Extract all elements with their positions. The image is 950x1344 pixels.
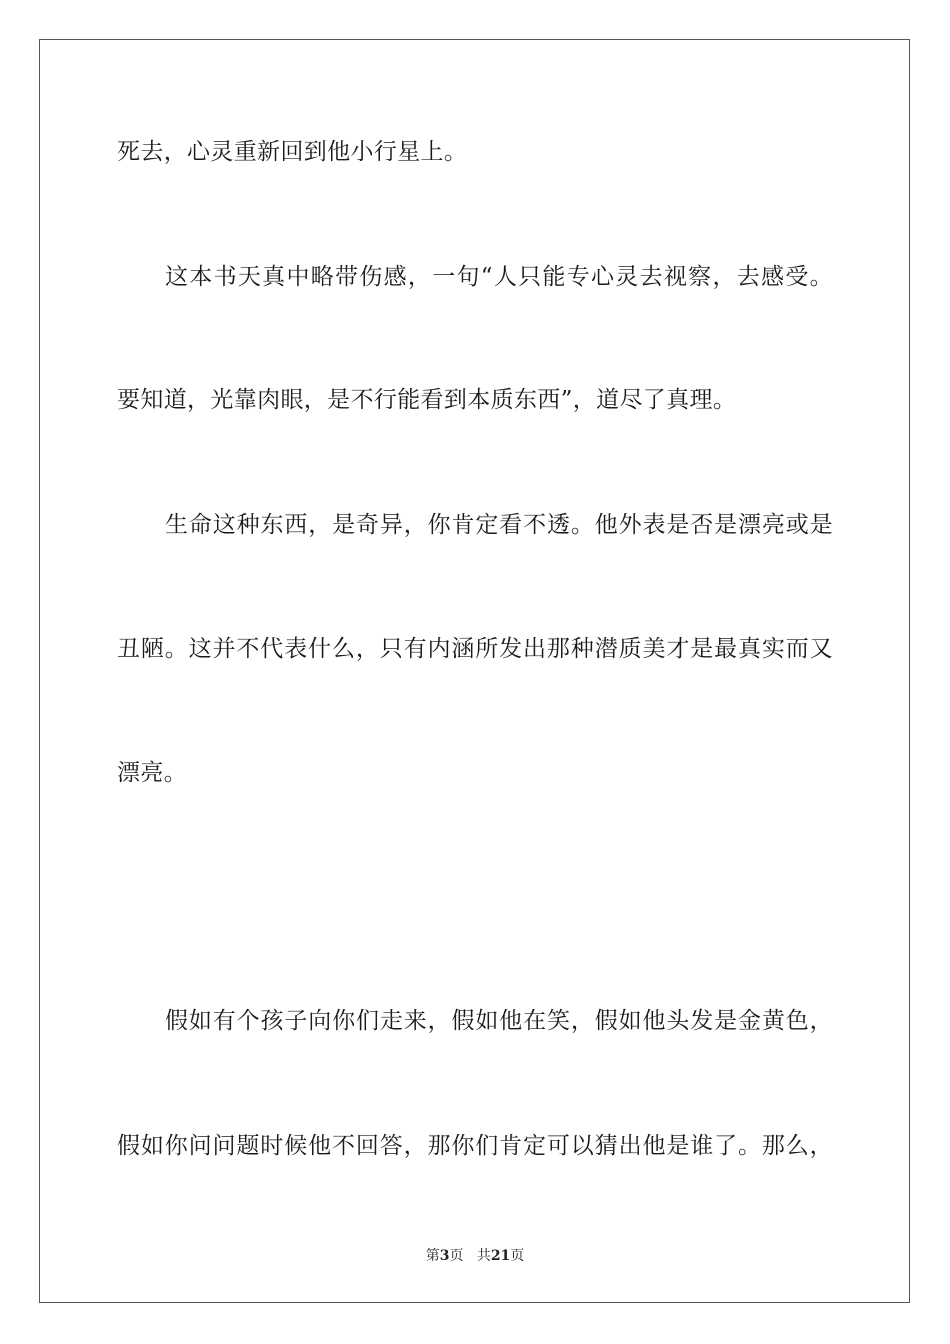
total-pages: 21: [490, 1248, 511, 1264]
page-number: 3: [439, 1248, 450, 1264]
total-prefix: 共: [476, 1248, 491, 1264]
page-border: [39, 39, 910, 1303]
paragraph-line: 漂亮。: [117, 760, 188, 786]
page-suffix: 页: [449, 1248, 464, 1264]
paragraph-line: 生命这种东西，是奇异，你肯定看不透。他外表是否是漂亮或是: [165, 512, 833, 538]
paragraph-line: 要知道，光靠肉眼，是不行能看到本质东西”，道尽了真理。: [117, 387, 737, 413]
paragraph-line: 丑陋。这并不代表什么，只有内涵所发出那种潜质美才是最真实而又: [117, 636, 833, 662]
paragraph-line: 死去，心灵重新回到他小行星上。: [117, 139, 468, 165]
paragraph-line: 假如有个孩子向你们走来，假如他在笑，假如他头发是金黄色，: [165, 1008, 833, 1034]
total-suffix: 页: [510, 1248, 525, 1264]
paragraph-line: 这本书天真中略带伤感，一句“人只能专心灵去视察，去感受。: [165, 264, 833, 290]
page-footer: [0, 1246, 950, 1266]
paragraph-line: 假如你问问题时候他不回答，那你们肯定可以猜出他是谁了。那么，: [117, 1133, 833, 1159]
page-prefix: 第: [425, 1248, 440, 1264]
